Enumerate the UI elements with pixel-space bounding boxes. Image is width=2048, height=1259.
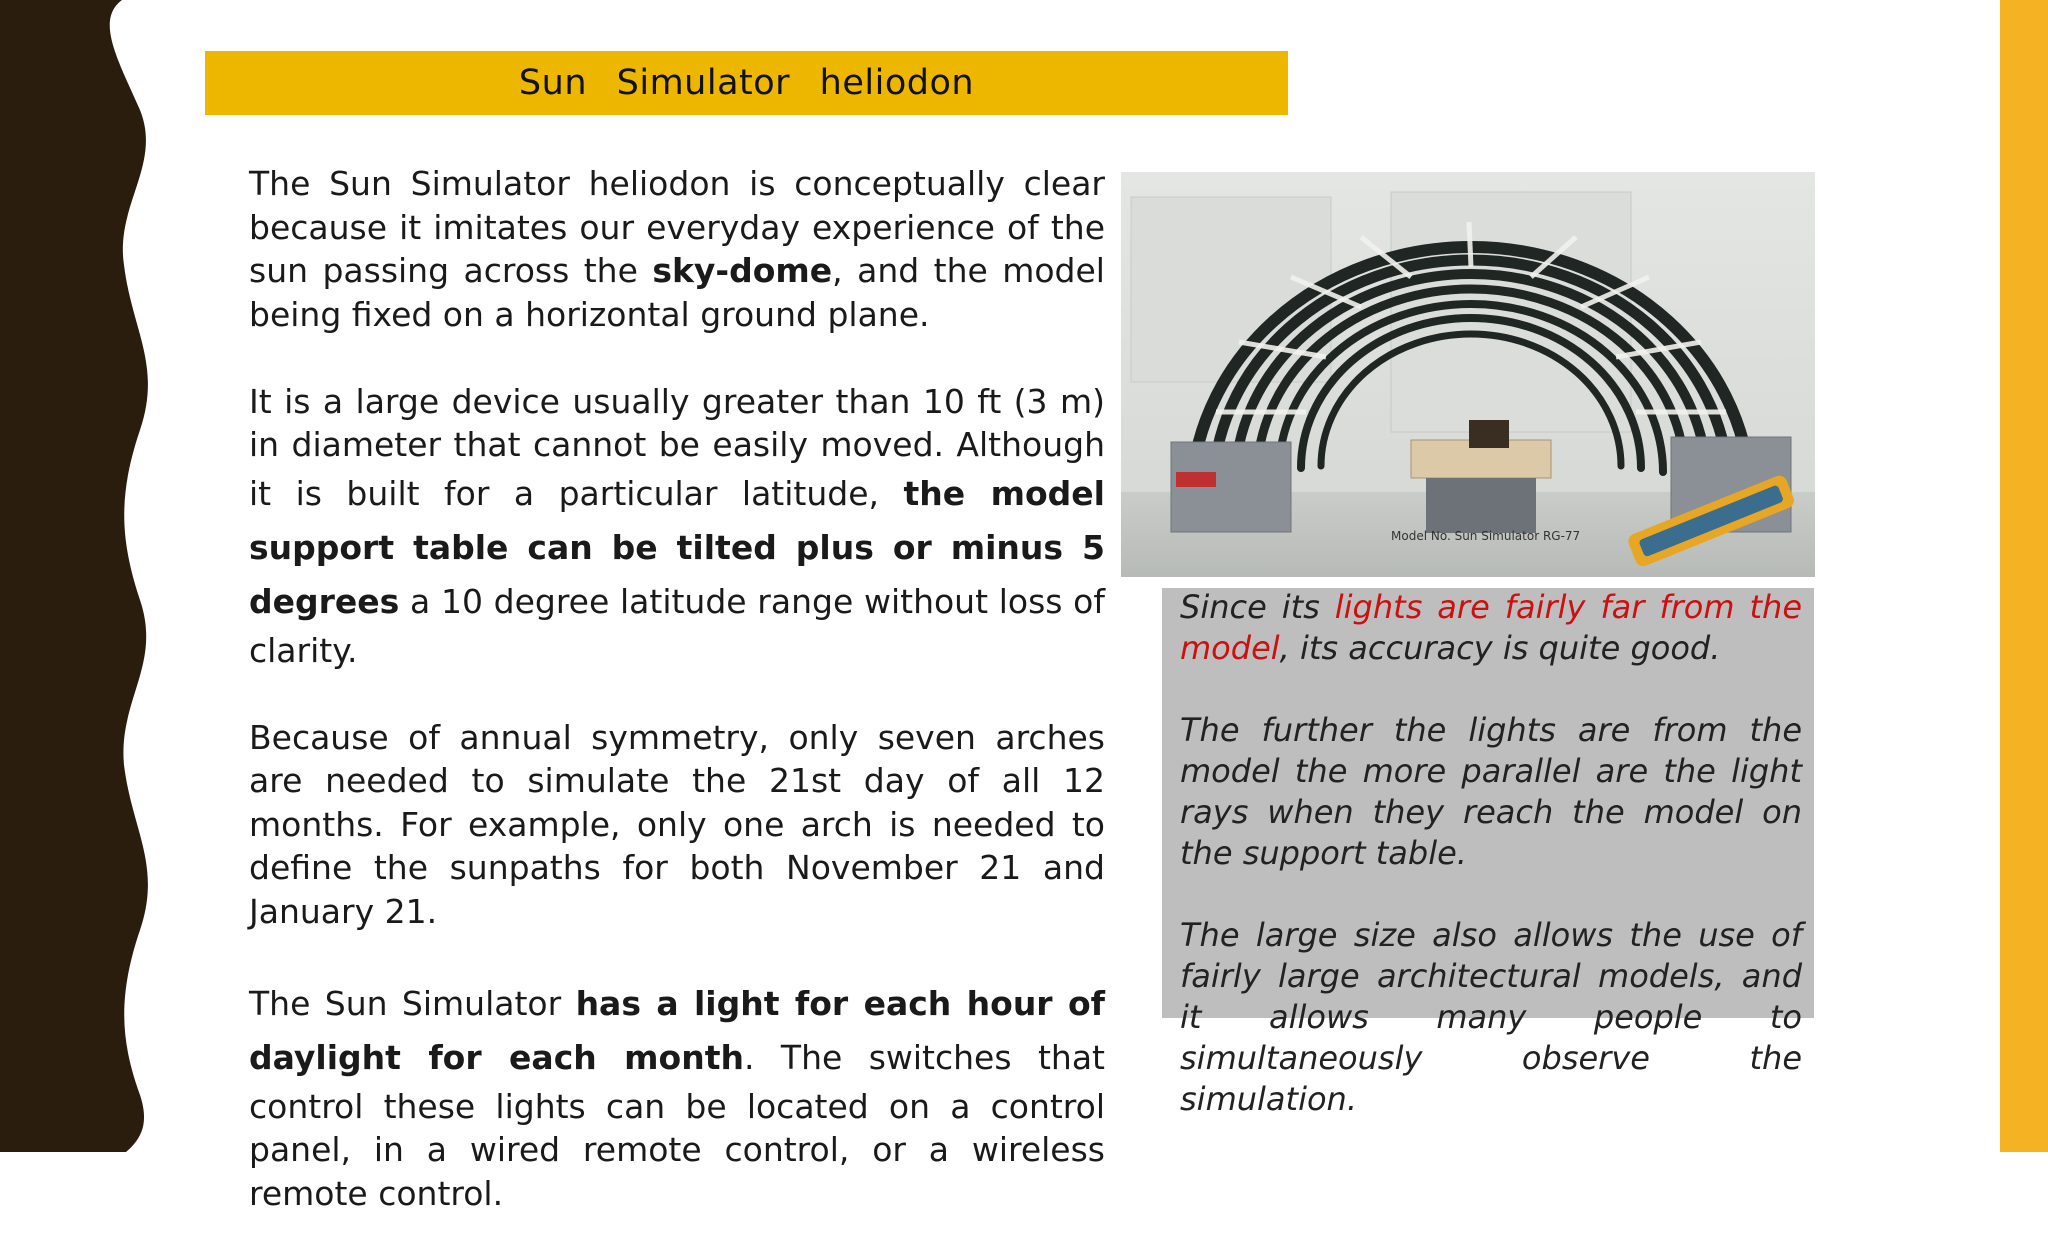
bold-text: has a light for each hour of daylight for each month [249, 983, 1105, 1077]
note-3: The large size also allows the use of fairly large architectural models, and it allows many people to simultaneously observe the simulation. [1180, 916, 1802, 1118]
highlight-text: lights are fairly far from the model [1180, 588, 1803, 667]
note-1 [1180, 587, 1802, 669]
text-run: . The switches that control these lights can be located on a control panel, in a wired remote control, or a wireless remote control. [249, 1037, 1105, 1213]
paragraph-1 [249, 162, 1105, 336]
text-run: a 10 degree latitude range without loss of clarity. [249, 581, 1105, 670]
text-run: It is a large device usually greater than 10 ft (3 m) in diameter that cannot be easily moved. Although it is built for a particular latitude, [249, 381, 1105, 513]
text-run: , and the model being fixed on a horizontal ground plane. [249, 251, 1105, 334]
slide-title: Sun Simulator heliodon [518, 63, 975, 103]
bold-text: the model support table can be tilted plus or minus 5 degrees [249, 473, 1105, 621]
text-run: , its accuracy is quite good. [1279, 629, 1721, 667]
note-2: The further the lights are from the model the more parallel are the light rays when they reach the model on the support table. [1180, 711, 1802, 872]
title-bar [205, 51, 1288, 115]
text-run: Since its [1180, 588, 1335, 626]
text-run: The Sun Simulator heliodon is conceptually clear because it imitates our everyday experience of the sun passing across the [249, 164, 1105, 290]
paragraph-4 [249, 977, 1105, 1216]
text-run: The Sun Simulator [249, 983, 576, 1023]
main-text [249, 162, 1105, 1259]
paragraph-3: Because of annual symmetry, only seven arches are needed to simulate the 21st day of all 12 months. For example, only one arch is needed to define the sunpaths for both November 21 and January 21. [249, 717, 1105, 931]
model-label: Model No. Sun Simulator RG-77 [1391, 529, 1581, 543]
bold-text: sky-dome [652, 251, 833, 290]
paragraph-2 [249, 380, 1105, 673]
right-accent-stripe [2000, 0, 2048, 1152]
left-wavy-border [0, 0, 160, 1152]
note-text [1180, 587, 1802, 1161]
heliodon-photo [1121, 172, 1815, 577]
